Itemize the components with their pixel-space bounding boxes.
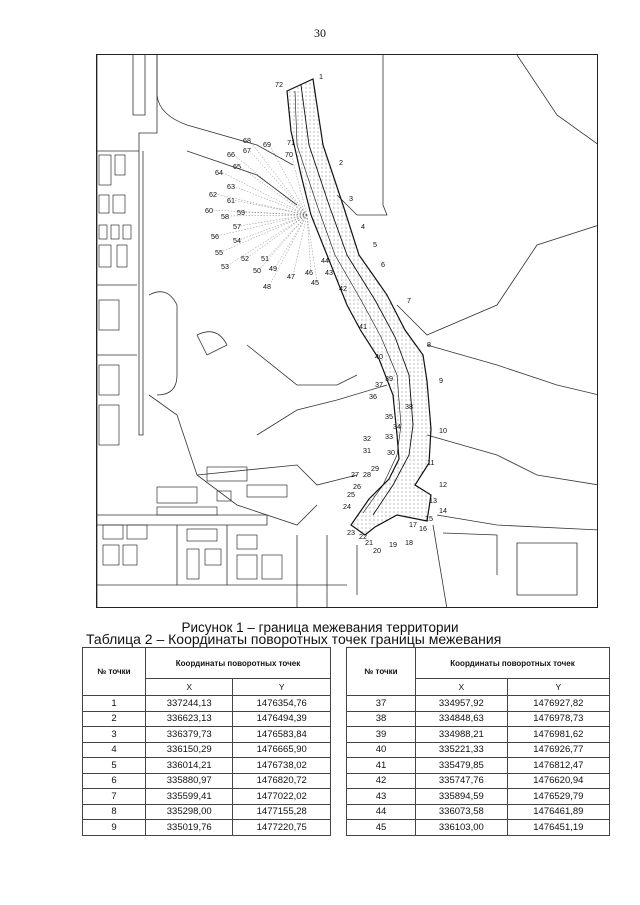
leader-line [239,166,307,215]
table-row [83,742,331,758]
boundary-map [96,54,598,608]
table-row [83,727,331,743]
leader-line [239,215,307,226]
y-cell: 1476461,89 [507,804,609,820]
map-background-lines [97,55,598,608]
y-cell: 1476529,79 [507,789,609,805]
leader-line [307,215,311,272]
point-number-cell: 44 [347,804,416,820]
x-cell: 334988,21 [416,727,508,743]
table-title: Таблица 2 – Координаты поворотных точек границы межевания [86,631,502,647]
table-row [83,820,331,836]
x-cell: 336103,00 [416,820,508,836]
x-cell: 335880,97 [146,773,233,789]
point-number-cell: 37 [347,696,416,712]
table-row [347,758,610,774]
point-label: 66 [227,150,235,159]
point-label: 57 [233,222,241,231]
y-cell: 1476927,82 [507,696,609,712]
point-label: 1 [319,72,323,81]
table-row [347,727,610,743]
y-cell: 1476620,94 [507,773,609,789]
point-label: 53 [221,262,229,271]
y-cell: 1476820,72 [233,773,331,789]
x-cell: 334848,63 [416,711,508,727]
table-row [347,711,610,727]
point-number-cell: 41 [347,758,416,774]
y-cell: 1476665,90 [233,742,331,758]
point-number-cell: 4 [83,742,146,758]
x-cell: 336014,21 [146,758,233,774]
point-label: 60 [205,206,213,215]
header-coordinates: Координаты поворотных точек [146,648,331,679]
point-label: 56 [211,232,219,241]
point-label: 71 [287,138,295,147]
point-label: 44 [321,256,329,265]
y-cell: 1476354,76 [233,696,331,712]
point-label: 24 [343,502,351,511]
leader-line [275,215,307,268]
point-label: 47 [287,272,295,281]
point-number-cell: 7 [83,789,146,805]
point-label: 34 [393,422,401,431]
page-number: 30 [314,26,326,40]
leader-line [239,215,307,240]
point-label: 22 [359,532,367,541]
point-label: 45 [311,278,319,287]
point-label: 28 [363,470,371,479]
table-row [347,804,610,820]
point-label: 16 [419,524,427,533]
point-label: 63 [227,182,235,191]
point-label: 5 [373,240,377,249]
point-label: 69 [263,140,271,149]
point-label: 70 [285,150,293,159]
y-cell: 1476978,73 [507,711,609,727]
x-cell: 335747,76 [416,773,508,789]
x-cell: 335599,41 [146,789,233,805]
x-cell: 336379,73 [146,727,233,743]
point-label: 25 [347,490,355,499]
point-label: 64 [215,168,223,177]
table-row [347,789,610,805]
x-cell: 334957,92 [416,696,508,712]
header-y: Y [233,679,331,696]
point-label: 23 [347,528,355,537]
table-row [83,773,331,789]
point-label: 12 [439,480,447,489]
point-label: 20 [373,546,381,555]
y-cell: 1477155,28 [233,804,331,820]
x-cell: 336073,58 [416,804,508,820]
table-row [83,758,331,774]
point-label: 46 [305,268,313,277]
point-label: 59 [237,208,245,217]
point-label: 2 [339,158,343,167]
x-cell: 335019,76 [146,820,233,836]
header-coordinates: Координаты поворотных точек [416,648,610,679]
point-number-cell: 6 [83,773,146,789]
point-number-cell: 42 [347,773,416,789]
point-label: 32 [363,434,371,443]
point-label: 62 [209,190,217,199]
leader-line [217,215,307,236]
point-label: 51 [261,254,269,263]
point-label: 65 [233,162,241,171]
y-cell: 1477220,75 [233,820,331,836]
y-cell: 1476738,02 [233,758,331,774]
point-label: 61 [227,196,235,205]
point-label: 72 [275,80,283,89]
point-label: 33 [385,432,393,441]
table-row [83,696,331,712]
point-number-cell: 43 [347,789,416,805]
leader-line [247,215,307,258]
y-cell: 1476926,77 [507,742,609,758]
point-number-cell: 40 [347,742,416,758]
point-label: 26 [353,482,361,491]
point-label: 7 [407,296,411,305]
point-label: 3 [349,194,353,203]
point-number-cell: 38 [347,711,416,727]
x-cell: 336623,13 [146,711,233,727]
point-number-cell: 39 [347,727,416,743]
boundary-area [287,79,431,535]
leader-line [221,215,307,252]
point-label: 15 [425,514,433,523]
point-number-cell: 8 [83,804,146,820]
table-row [347,820,610,836]
point-label: 19 [389,540,397,549]
table-row [347,742,610,758]
x-cell: 335298,00 [146,804,233,820]
header-point-number: № точки [347,648,416,696]
point-label: 9 [439,376,443,385]
point-label: 18 [405,538,413,547]
x-cell: 336150,29 [146,742,233,758]
point-number-cell: 3 [83,727,146,743]
point-label: 41 [359,322,367,331]
point-label: 38 [405,402,413,411]
point-label: 39 [385,374,393,383]
point-label: 17 [409,520,417,529]
map-buildings [99,155,287,579]
point-number-cell: 1 [83,696,146,712]
y-cell: 1476583,84 [233,727,331,743]
point-label: 14 [439,506,447,515]
point-label: 40 [375,352,383,361]
table-row [347,773,610,789]
point-label: 67 [243,146,251,155]
x-cell: 335894,59 [416,789,508,805]
table-row [83,789,331,805]
point-label: 27 [351,470,359,479]
table-row [83,804,331,820]
header-y: Y [507,679,609,696]
point-label: 4 [361,222,365,231]
header-x: X [416,679,508,696]
point-label: 54 [233,236,241,245]
point-label: 52 [241,254,249,263]
point-label: 29 [371,464,379,473]
point-label: 58 [221,212,229,221]
point-label: 35 [385,412,393,421]
header-point-number: № точки [83,648,146,696]
point-label: 55 [215,248,223,257]
point-label: 21 [365,538,373,547]
point-label: 50 [253,266,261,275]
y-cell: 1476451,19 [507,820,609,836]
table-row [83,711,331,727]
y-cell: 1476981,62 [507,727,609,743]
x-cell: 337244,13 [146,696,233,712]
point-label: 43 [325,268,333,277]
coordinates-table-right [346,647,610,836]
y-cell: 1476812,47 [507,758,609,774]
map-drawing [97,55,598,608]
point-label: 49 [269,264,277,273]
table-row [347,696,610,712]
point-label: 30 [387,448,395,457]
point-number-cell: 9 [83,820,146,836]
x-cell: 335479,85 [416,758,508,774]
point-label: 13 [429,496,437,505]
point-label: 31 [363,446,371,455]
point-label: 48 [263,282,271,291]
point-label: 8 [427,340,431,349]
point-label: 10 [439,426,447,435]
point-label: 68 [243,136,251,145]
point-label: 42 [339,284,347,293]
coordinates-table-left [82,647,331,836]
point-number-cell: 2 [83,711,146,727]
y-cell: 1477022,02 [233,789,331,805]
point-number-cell: 5 [83,758,146,774]
x-cell: 335221,33 [416,742,508,758]
header-x: X [146,679,233,696]
leader-line [221,172,307,215]
point-label: 11 [427,458,435,467]
point-label: 6 [381,260,385,269]
leader-line [293,215,307,276]
y-cell: 1476494,39 [233,711,331,727]
figure-caption: Рисунок 1 – граница межевания территории [181,620,459,635]
point-number-cell: 45 [347,820,416,836]
point-label: 36 [369,392,377,401]
point-label: 37 [375,380,383,389]
